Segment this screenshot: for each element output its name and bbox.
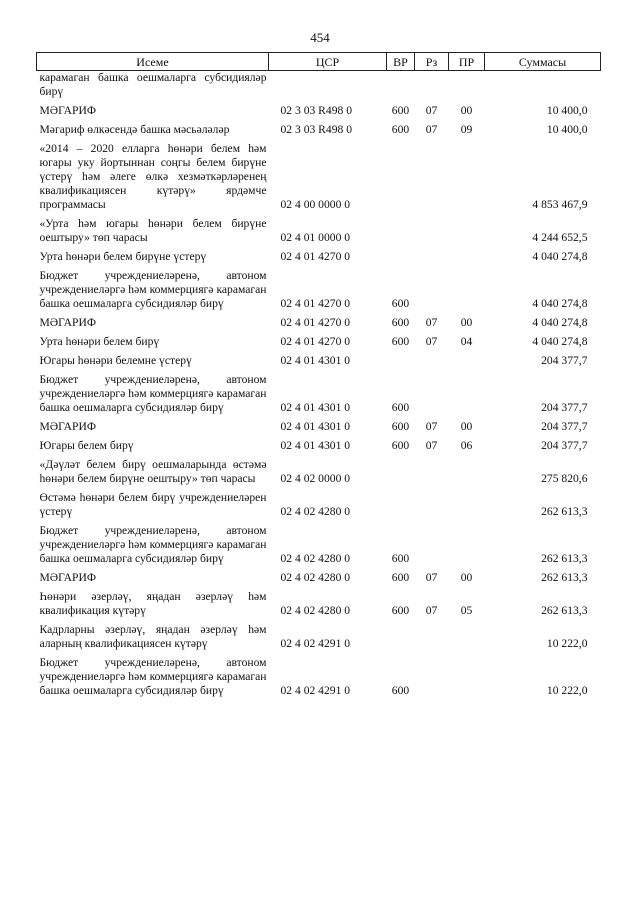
table-row xyxy=(37,620,601,653)
row-vr: 600 xyxy=(391,401,410,414)
row-rz: 07 xyxy=(425,123,438,136)
row-name: Югары белем бирү xyxy=(39,439,134,452)
row-vr xyxy=(387,247,415,266)
row-rz: 07 xyxy=(425,604,438,617)
row-rz: 07 xyxy=(425,571,438,584)
row-amount: 4 040 274,8 xyxy=(532,316,588,329)
table-row xyxy=(37,587,601,620)
row-rz: 07 xyxy=(425,420,438,433)
row-amount: 4 040 274,8 xyxy=(532,335,588,348)
row-rz: 07 xyxy=(425,335,438,348)
row-pr: 04 xyxy=(460,335,473,348)
page-number: 454 xyxy=(310,30,330,45)
table-row xyxy=(37,521,601,568)
row-pr: 00 xyxy=(460,104,473,117)
row-pr: 00 xyxy=(460,420,473,433)
row-vr xyxy=(387,71,415,102)
row-pr xyxy=(449,653,485,700)
row-rz xyxy=(415,351,449,370)
table-row xyxy=(37,436,601,455)
budget-table xyxy=(36,52,601,700)
table-row xyxy=(37,332,601,351)
row-name: Һөнәри әзерләү, яңадан әзерләү һәм квалификация күтәрү xyxy=(39,590,267,617)
header-csr: ЦСР xyxy=(269,53,387,71)
row-amount: 4 040 274,8 xyxy=(532,297,588,310)
row-pr xyxy=(449,139,485,214)
table-row xyxy=(37,417,601,436)
row-pr: 00 xyxy=(460,571,473,584)
table-header-row xyxy=(37,53,601,71)
table-row xyxy=(37,370,601,417)
row-amount: 10 400,0 xyxy=(546,104,588,117)
table-row xyxy=(37,120,601,139)
row-amount: 10 222,0 xyxy=(546,684,588,697)
row-csr: 02 4 02 4291 0 xyxy=(280,637,351,650)
row-amount: 262 613,3 xyxy=(541,505,588,518)
row-vr xyxy=(387,214,415,247)
row-csr: 02 3 03 R498 0 xyxy=(280,104,352,117)
header-vr: ВР xyxy=(387,53,415,71)
table-row xyxy=(37,139,601,214)
row-rz xyxy=(415,653,449,700)
row-rz: 07 xyxy=(425,104,438,117)
row-pr: 06 xyxy=(460,439,473,452)
row-name: Өстәмә һөнәри белем бирү учреждениеләрен үстерү xyxy=(39,491,267,518)
row-name: МӘГАРИФ xyxy=(39,420,96,433)
row-name: Бюджет учреждениеләренә, автоном учреждениеләргә һәм коммерциягә карамаган башка оешмаларга субсидияләр бирү xyxy=(39,269,267,310)
row-vr xyxy=(387,139,415,214)
row-csr: 02 4 02 4291 0 xyxy=(280,684,351,697)
row-csr: 02 4 01 4270 0 xyxy=(280,335,351,348)
row-vr: 600 xyxy=(391,552,410,565)
row-rz: 07 xyxy=(425,316,438,329)
row-name: Бюджет учреждениеләренә, автоном учреждениеләргә һәм коммерциягә карамаган башка оешмаларга субсидияләр бирү xyxy=(39,656,267,697)
row-pr xyxy=(449,620,485,653)
row-pr xyxy=(449,370,485,417)
row-rz xyxy=(415,370,449,417)
row-rz xyxy=(415,214,449,247)
row-vr: 600 xyxy=(391,420,410,433)
row-amount: 275 820,6 xyxy=(541,472,588,485)
row-csr: 02 4 01 4270 0 xyxy=(280,316,351,329)
row-name: Бюджет учреждениеләренә, автоном учреждениеләргә һәм коммерциягә карамаган башка оешмаларга субсидияләр бирү xyxy=(39,524,267,565)
row-vr xyxy=(387,488,415,521)
row-pr: 09 xyxy=(460,123,473,136)
row-pr xyxy=(449,488,485,521)
row-amount: 10 400,0 xyxy=(546,123,588,136)
row-amount: 4 244 652,5 xyxy=(532,231,588,244)
row-name: карамаган башка оешмаларга субсидияләр бирү xyxy=(39,71,267,98)
table-row xyxy=(37,101,601,120)
row-name: Урта һөнәри белем бирүне үстерү xyxy=(39,250,207,263)
row-vr: 600 xyxy=(391,316,410,329)
header-rz: Рз xyxy=(415,53,449,71)
row-csr: 02 4 02 0000 0 xyxy=(280,472,351,485)
row-pr: 00 xyxy=(460,316,473,329)
row-csr: 02 4 01 4301 0 xyxy=(280,439,351,452)
row-vr xyxy=(387,351,415,370)
row-rz xyxy=(415,455,449,488)
row-name: Урта һөнәри белем бирү xyxy=(39,335,160,348)
table-row xyxy=(37,313,601,332)
row-name: «2014 – 2020 елларга һөнәри белем һәм югары уку йортыннан соңгы белем бирүне үстерү һәм әлеге өлкә хезмәткәрләренең квалификациясен күтәрү» ярдәмче программасы xyxy=(39,142,267,211)
row-amount: 204 377,7 xyxy=(541,420,588,433)
row-pr xyxy=(449,455,485,488)
table-row xyxy=(37,568,601,587)
row-amount: 4 040 274,8 xyxy=(532,250,588,263)
header-name: Исеме xyxy=(37,53,269,71)
table-row xyxy=(37,488,601,521)
row-rz xyxy=(415,488,449,521)
row-rz xyxy=(415,139,449,214)
row-pr xyxy=(449,214,485,247)
row-name: Бюджет учреждениеләренә, автоном учреждениеләргә һәм коммерциягә карамаган башка оешмаларга субсидияләр бирү xyxy=(39,373,267,414)
row-amount: 10 222,0 xyxy=(546,637,588,650)
row-amount: 262 613,3 xyxy=(541,571,588,584)
row-vr: 600 xyxy=(391,123,410,136)
row-vr xyxy=(387,620,415,653)
row-vr: 600 xyxy=(391,439,410,452)
row-csr: 02 4 01 4301 0 xyxy=(280,420,351,433)
table-row xyxy=(37,455,601,488)
row-csr: 02 4 01 4270 0 xyxy=(280,250,351,263)
table-row xyxy=(37,266,601,313)
row-rz: 07 xyxy=(425,439,438,452)
row-amount: 4 853 467,9 xyxy=(532,198,588,211)
row-amount: 204 377,7 xyxy=(541,354,588,367)
row-csr: 02 4 00 0000 0 xyxy=(280,198,351,211)
table-row xyxy=(37,247,601,266)
row-name: МӘГАРИФ xyxy=(39,104,96,117)
row-csr: 02 4 01 4301 0 xyxy=(280,401,351,414)
row-rz xyxy=(415,266,449,313)
row-name: Мәгариф өлкәсендә башка мәсьәләләр xyxy=(39,123,230,136)
row-csr: 02 4 02 4280 0 xyxy=(280,571,351,584)
row-rz xyxy=(415,247,449,266)
row-vr: 600 xyxy=(391,684,410,697)
row-vr xyxy=(387,455,415,488)
row-amount: 204 377,7 xyxy=(541,439,588,452)
table-row xyxy=(37,653,601,700)
row-vr: 600 xyxy=(391,604,410,617)
row-rz xyxy=(415,71,449,102)
row-csr: 02 4 01 4301 0 xyxy=(280,354,351,367)
row-pr xyxy=(449,247,485,266)
row-amount: 204 377,7 xyxy=(541,401,588,414)
row-name: МӘГАРИФ xyxy=(39,571,96,584)
row-pr xyxy=(449,351,485,370)
row-csr xyxy=(269,71,387,102)
table-row xyxy=(37,71,601,102)
row-name: Югары һөнәри белемне үстерү xyxy=(39,354,192,367)
row-vr: 600 xyxy=(391,571,410,584)
row-csr: 02 4 01 0000 0 xyxy=(280,231,351,244)
row-amount: 262 613,3 xyxy=(541,552,588,565)
row-csr: 02 3 03 R498 0 xyxy=(280,123,352,136)
row-amount xyxy=(485,71,601,102)
row-pr xyxy=(449,71,485,102)
row-name: «Дәүләт белем бирү оешмаларында өстәмә һөнәри белем бирүне оештыру» төп чарасы xyxy=(39,458,267,485)
row-pr xyxy=(449,266,485,313)
row-csr: 02 4 02 4280 0 xyxy=(280,552,351,565)
header-amount: Суммасы xyxy=(485,53,601,71)
row-pr: 05 xyxy=(460,604,473,617)
row-csr: 02 4 01 4270 0 xyxy=(280,297,351,310)
row-csr: 02 4 02 4280 0 xyxy=(280,505,351,518)
row-amount: 262 613,3 xyxy=(541,604,588,617)
table-row xyxy=(37,214,601,247)
row-vr: 600 xyxy=(391,104,410,117)
row-vr: 600 xyxy=(391,297,410,310)
row-rz xyxy=(415,620,449,653)
header-pr: ПР xyxy=(449,53,485,71)
row-name: Кадрларны әзерләү, яңадан әзерләү һәм аларның квалификациясен күтәрү xyxy=(39,623,267,650)
row-vr: 600 xyxy=(391,335,410,348)
row-name: «Урта һәм югары һөнәри белем бирүне оештыру» төп чарасы xyxy=(39,217,267,244)
row-name: МӘГАРИФ xyxy=(39,316,96,329)
row-rz xyxy=(415,521,449,568)
row-csr: 02 4 02 4280 0 xyxy=(280,604,351,617)
row-pr xyxy=(449,521,485,568)
table-row xyxy=(37,351,601,370)
